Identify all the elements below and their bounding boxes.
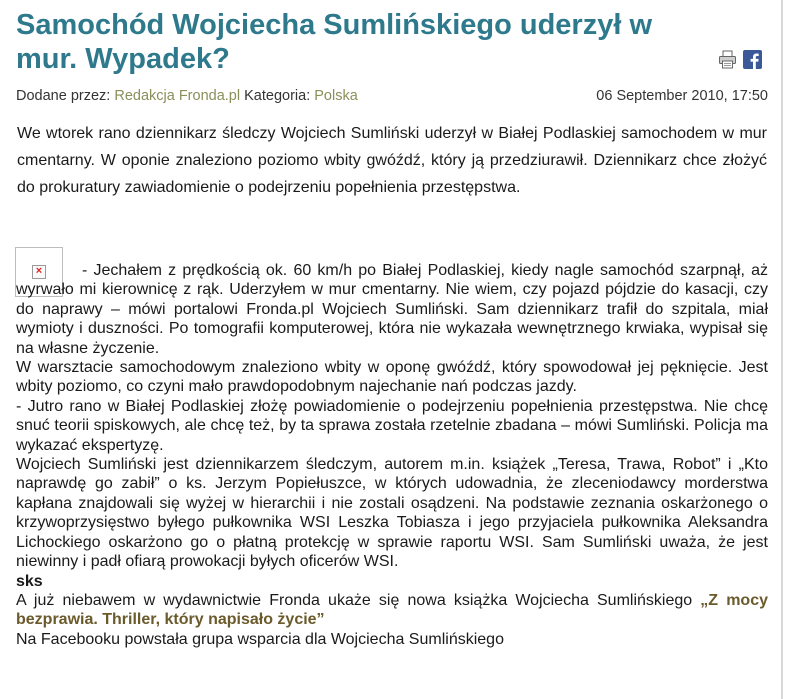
- article-meta: [16, 88, 768, 104]
- paragraph: Wojciech Sumliński jest dziennikarzem śledczym, autorem m.in. książek „Teresa, Trawa, Robot” i „Kto naprawdę go zabił” o ks. Jerzym Popiełuszce, w których udowadnia, że zleceniodawcy morderstwa kapłana znajdowali się wyżej w hierarchii i nie zostali osądzeni. Na podstawie zeznania oskarżonego o krzywoprzysięstwo byłego pułkownika WSI Leszka Tobiasza i jego przyjaciela pułkownika Aleksandra Lichockiego oskarżono go o płatną protekcję w sprawie raportu WSI. Sam Sumliński uważa, że jest niewinny i padł ofiarą prowokacji byłych oficerów WSI.: [16, 456, 768, 571]
- category-link[interactable]: Polska: [314, 88, 358, 104]
- book-announcement: [16, 591, 768, 630]
- facebook-note: Na Facebooku powstała grupa wsparcia dla Wojciecha Sumlińskiego: [16, 630, 504, 648]
- book-link[interactable]: „Z mocy bezprawia. Thriller, który napisało życie”: [16, 591, 769, 629]
- category-label: Kategoria:: [244, 88, 311, 104]
- author-signature: sks: [16, 572, 43, 590]
- added-by-label: Dodane przez:: [16, 88, 111, 104]
- book-intro: A już niebawem w wydawnictwie Fronda ukaże się nowa książka Wojciecha Sumlińskiego: [16, 591, 701, 609]
- article-tools: [718, 50, 762, 69]
- broken-image-icon: ×: [32, 265, 46, 279]
- article-body: [16, 261, 768, 649]
- article-title: Samochód Wojciecha Sumlińskiego uderzył w mur. Wypadek?: [16, 9, 653, 75]
- content-right-border: [781, 0, 783, 699]
- printer-icon[interactable]: [718, 50, 737, 69]
- publish-date: 06 September 2010, 17:50: [596, 88, 768, 104]
- paragraph: - Jechałem z prędkością ok. 60 km/h po Białej Podlaskiej, kiedy nagle samochód szarpnął, aż wyrwało mi kierownicę z rąk. Uderzyłem w mur cmentarny. Nie wiem, czy pojazd pójdzie do kasacji, czy do naprawy – mówi portalowi Fronda.pl Wojciech Sumliński. Sam dziennikarz trafił do szpitala, miał wymioty i duszności. Po tomografii komputerowej, która nie wykazała wewnętrznego krwiaka, wypisał się na własne życzenie.: [16, 262, 768, 357]
- article-lead: We wtorek rano dziennikarz śledczy Wojciech Sumliński uderzył w Białej Podlaskiej samochodem w mur cmentarny. W oponie znaleziono poziomo wbity gwóźdź, który ją przedziurawił. Dziennikarz chce złożyć do prokuratury zawiadomienie o podejrzeniu popełnienia przestępstwa.: [17, 125, 767, 196]
- facebook-icon[interactable]: [743, 50, 762, 69]
- author-link[interactable]: Redakcja Fronda.pl: [114, 88, 241, 104]
- paragraph: W warsztacie samochodowym znaleziono wbity w oponę gwóźdź, który spowodował jej pęknięcie. Jest wbity poziomo, co czyni mało prawdopodobnym najechanie nań podczas jazdy.: [16, 359, 768, 396]
- paragraph: - Jutro rano w Białej Podlaskiej złożę powiadomienie o podejrzeniu popełnienia przestępstwa. Nie chcę snuć teorii spiskowych, ale chcę też, by ta sprawa została rzetelnie zbadana – mówi Sumliński. Policja ma wykazać ekspertyzę.: [16, 397, 768, 454]
